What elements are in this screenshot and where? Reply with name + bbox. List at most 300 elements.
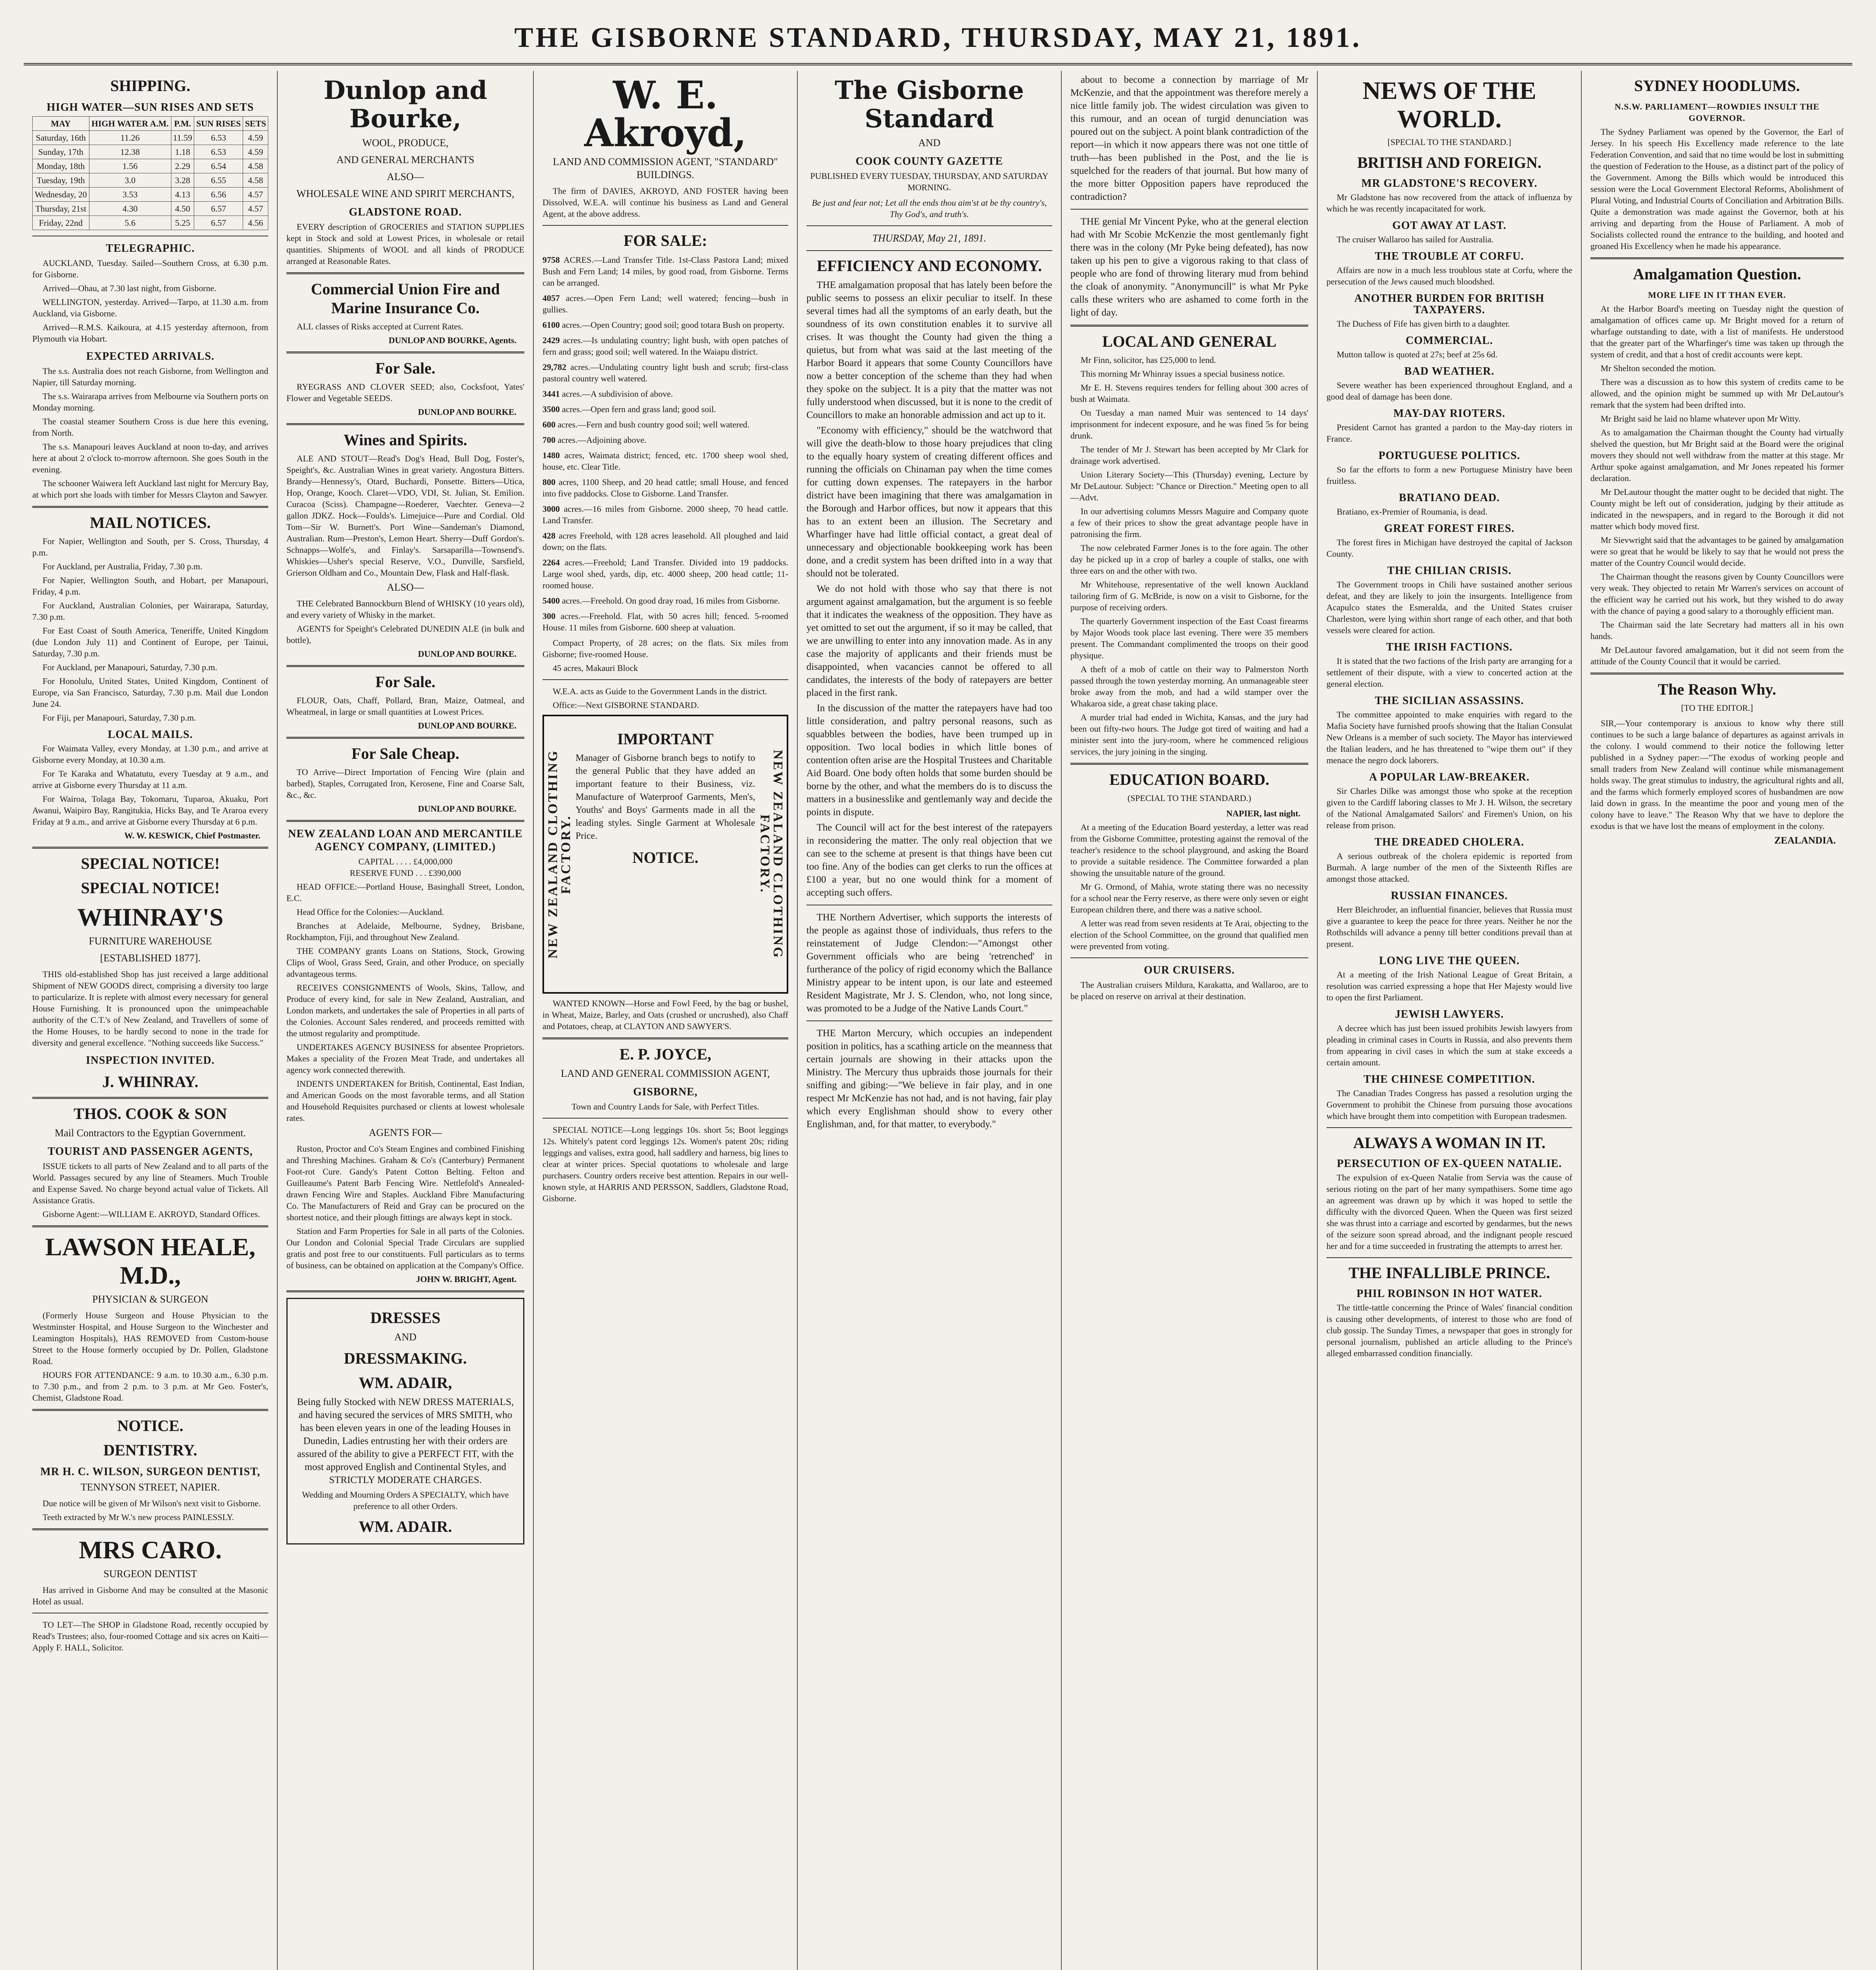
lawson-subtitle: PHYSICIAN & SURGEON [92, 1294, 208, 1305]
amalgamation-subheading: MORE LIFE IN IT THAN EVER. [1648, 290, 1786, 300]
nz-loan-colonies: Head Office for the Colonies:—Auckland. [297, 907, 444, 917]
table-cell: 3.53 [89, 188, 171, 202]
cruisers-item: The Australian cruisers Mildura, Karakatta, and Wallaroo, are to be placed on reserve on arrival at their destination. [1070, 980, 1308, 1001]
dentistry-heading: DENTISTRY. [103, 1441, 197, 1459]
news-of-the-world-heading: NEWS OF THE WORLD. [1362, 76, 1536, 133]
news-subheading: THE CHINESE COMPETITION. [1363, 1073, 1535, 1085]
table-row [33, 188, 268, 202]
news-subheading: ANOTHER BURDEN FOR BRITISH TAXPAYERS. [1354, 292, 1545, 316]
land-lot-description: acres.—Undulating country light bush and scrub; first-class pastoral country well watered. [542, 362, 789, 383]
nz-loan-title: NEW ZEALAND LOAN AND MERCANTILE AGENCY COMPANY, (LIMITED.) [288, 828, 523, 853]
masthead [24, 16, 1852, 65]
land-lot-acreage: 2264 [542, 558, 565, 567]
telegraphic-heading: TELEGRAPHIC. [106, 242, 195, 255]
for-sale-signature-1: DUNLOP AND BOURKE. [418, 407, 516, 417]
wines-heading: Wines and Spirits. [344, 431, 467, 449]
table-cell: 2.29 [171, 159, 194, 173]
local-item: In our advertising columns Messrs Maguire and Company quote a few of their prices to show the great advantage people have in patronising the firm. [1070, 506, 1308, 539]
news-subheading: COMMERCIAL. [1406, 335, 1493, 347]
news-item: It is stated that the two factions of the Irish party are arranging for a settlement of their dispute, with a view to concerted action at the general election. [1326, 656, 1572, 689]
land-lot-description: acres.—Is undulating country; light bush, with open patches of fern and grass; good soil; well watered. In the Waiapu district. [542, 335, 788, 357]
land-lot-acreage: 428 [542, 531, 559, 541]
table-row [33, 202, 268, 216]
amalgamation-paragraph: Mr Sievwright said that the advantages to be gained by amalgamation were so great that he would be likely to say that he would not press the matter of the Country Council would decide. [1590, 535, 1844, 568]
column-2 [278, 71, 534, 1970]
for-sale-body-2: FLOUR, Oats, Chaff, Pollard, Bran, Maize, Oatmeal, and Wheatmeal, in large or small quantities at Lowest Prices. [286, 695, 524, 717]
news-subheading: THE TROUBLE AT CORFU. [1374, 250, 1524, 262]
special-notice-2: SPECIAL NOTICE! [81, 879, 220, 897]
local-item: The tender of Mr J. Stewart has been accepted by Mr Clark for drainage work advertised. [1070, 444, 1308, 466]
land-lot [542, 595, 788, 606]
cook-title: THOS. COOK & SON [74, 1105, 227, 1123]
joyce-body: Town and Country Lands for Sale, with Perfect Titles. [571, 1102, 760, 1111]
land-lots-list [542, 254, 788, 633]
news-item: The committee appointed to make enquiries with regard to the Mafia Society have furnished proofs showing that the Italian Consulat New Orleans is a member of such society. The Mayor has interviewed the Italian leaders, and he has threatened to "wipe them out" if they menace the negro dock laborers. [1326, 710, 1572, 765]
table-cell: Tuesday, 19th [33, 173, 89, 188]
land-lot-description: acres.—A subdivision of above. [562, 389, 673, 399]
land-lot-description: ACRES.—Land Transfer Title. 1st-Class Pastora Land; mixed Bush and Fern Land; 14 miles, by good road, from Gisborne. Terms can be arranged. [542, 255, 789, 288]
arrival-item: The s.s. Australia does not reach Gisborne, from Wellington and Napier, till Saturday morning. [32, 366, 268, 387]
land-lot [542, 419, 788, 430]
table-cell: 4.13 [171, 188, 194, 202]
editorial-paragraph: THE genial Mr Vincent Pyke, who at the general election had with Mr Scobie McKenzie the most gentlemanly fight there was in the colony (Mr Pyke being defeated), has now taken up his pen to give a vigorous raking to that class of people who are fond of throwing literary mud from behind the cloak of anonymity. "Anonymuncill" is what Mr Pyke calls these writers who are ashamed to come forth in the light of day. [1070, 216, 1308, 318]
education-item: At a meeting of the Education Board yesterday, a letter was read from the Gisborne Committee, protesting against the removal of the teacher's residence to the school playground, and asking the Board to provide a suitable residence. The Committee forwarded a plan showing the unsuitable nature of the ground. [1070, 822, 1308, 878]
reason-why-heading: The Reason Why. [1658, 680, 1776, 698]
sydney-subheading: N.S.W. PARLIAMENT—ROWDIES INSULT THE GOVERNOR. [1614, 102, 1820, 123]
telegraphic-item: AUCKLAND, Tuesday. Sailed—Southern Cross, at 6.30 p.m. for Gisborne. [32, 258, 268, 279]
land-lot-description: acres.—Open Country; good soil; good totara Bush on property. [562, 320, 784, 330]
whinray-signature: J. WHINRAY. [102, 1073, 199, 1091]
amalgamation-paragraph: Mr Shelton seconded the motion. [1601, 363, 1716, 373]
table-cell: 4.57 [243, 188, 268, 202]
table-cell: 4.59 [243, 145, 268, 159]
news-subheading: PERSECUTION OF EX-QUEEN NATALIE. [1337, 1158, 1562, 1170]
editorial-date: THURSDAY, May 21, 1891. [872, 232, 986, 244]
news-item: The forest fires in Michigan have destroyed the capital of Jackson County. [1326, 537, 1572, 559]
news-subheading: GOT AWAY AT LAST. [1392, 219, 1506, 232]
nz-loan-capital: CAPITAL . . . . £4,000,000 [358, 857, 453, 866]
column-6 [1318, 71, 1582, 1970]
amalgamation-paragraph: Mr Bright said he laid no blame whatever upon Mr Witty. [1601, 414, 1801, 424]
land-lot [542, 335, 788, 357]
land-lot-acreage: 300 [542, 611, 561, 621]
table-row [33, 131, 268, 145]
news-special: [SPECIAL TO THE STANDARD.] [1387, 137, 1511, 147]
local-item: Mr Finn, solicitor, has £25,000 to lend. [1081, 355, 1216, 365]
land-lot-acreage: 6100 [542, 320, 562, 330]
land-lot-description: acres.—Freehold. Flat, with 50 acres hill; fenced. 5-roomed House. 11 miles from Gisborne. 600 sheep at valuation. [542, 611, 788, 632]
british-foreign-heading: BRITISH AND FOREIGN. [1357, 154, 1542, 171]
commercial-union-title: Commercial Union Fire and Marine Insurance Co. [311, 280, 500, 317]
table-cell: 12.38 [89, 145, 171, 159]
clothing-factory-advert [542, 715, 788, 994]
amalgamation-paragraph: Mr DeLautour favored amalgamation, but it did not seem from the attitude of the County Council that it would be carried. [1590, 645, 1844, 666]
land-lot-acreage: 3441 [542, 389, 562, 399]
for-sale-heading-1: For Sale. [375, 359, 436, 377]
dressmaking-heading: DRESSMAKING. [344, 1349, 467, 1367]
arrival-item: The s.s. Manapouri leaves Auckland at noon to-day, and arrives here at about 2 o'clock to-morrow afternoon. She goes South in the evening. [32, 442, 268, 474]
land-lot-description: acres, 1100 Sheep, and 20 head cattle; small House, and fenced into five paddocks. Close to Gisborne. Land Transfer. [542, 477, 789, 498]
table-cell: 6.55 [194, 173, 243, 188]
cook-body: ISSUE tickets to all parts of New Zealand and to all parts of the World. Passages secured by any line of Steamers. Much Trouble and Expense Saved. No charge beyond actual value of Tickets. All Assistance Gratis. [32, 1161, 268, 1205]
adair-name: WM. ADAIR, [358, 1374, 452, 1392]
editorial-paragraph: The Council will act for the best interest of the ratepayers in reconsidering the matter. The only real objection that we can see to the scheme at present is that things have been cut too fine. Any of the bodies can get clerks to run the offices at £100 a year, but no one would think for a moment of accepting such offers. [806, 822, 1052, 898]
land-lot [542, 557, 788, 591]
mail-item: For Fiji, per Manapouri, Saturday, 7.30 p.m. [43, 713, 196, 723]
government-lands-note: W.E.A. acts as Guide to the Government Lands in the district. [553, 686, 767, 696]
infallible-prince-heading: THE INFALLIBLE PRINCE. [1348, 1264, 1550, 1282]
table-cell: 6.53 [194, 131, 243, 145]
local-mails-heading: LOCAL MAILS. [108, 729, 193, 741]
editorial-continued: about to become a connection by marriage of Mr McKenzie, and that the appointment was therefore merely a nice little family job. The widest circulation was given to this rumour, and an ocean of turgid denunciation was poured out on the subject. A point blank contradiction of the report—in which it now appears there was not one tittle of truth—has been published in the Post, and the lie is squelched for the readers of that journal. But how many of the more bitter Opposition papers have reproduced the contradiction? [1070, 74, 1308, 202]
land-lot-description: acres.—Freehold. On good dray road, 16 miles from Gisborne. [562, 596, 780, 606]
table-cell: 3.0 [89, 173, 171, 188]
news-subheading: THE CHILIAN CRISIS. [1387, 565, 1512, 577]
for-sale-cheap-body: TO Arrive—Direct Importation of Fencing Wire (plain and barbed), Staples, Corrugated Iron, Kerosene, Fine and Coarse Salt, &c., &c. [286, 767, 524, 800]
cook-subtitle: Mail Contractors to the Egyptian Government. [54, 1127, 246, 1139]
amalgamation-paragraph: The Chairman thought the reasons given by County Councillors were very weak. They objected to retain Mr Warren's services on account of the efficient way he carried out his work, but they wished to do away with the chance of paying a good salary to a thoroughly efficient man. [1590, 572, 1844, 616]
always-a-woman-heading: ALWAYS A WOMAN IN IT. [1353, 1134, 1545, 1152]
land-lot [542, 450, 788, 472]
for-sale-signature-2: DUNLOP AND BOURKE. [418, 721, 516, 730]
local-item: A murder trial had ended in Wichita, Kansas, and the jury had been out fifty-two hours. The Judge got tired of waiting and had a minister sent into the jury-room, where he commenced religious services, the jury joining in the singing. [1070, 712, 1308, 756]
joyce-subtitle: LAND AND GENERAL COMMISSION AGENT, [561, 1068, 770, 1079]
table-cell: Sunday, 17th [33, 145, 89, 159]
joyce-address: GISBORNE, [633, 1086, 698, 1098]
table-cell: Wednesday, 20 [33, 188, 89, 202]
table-cell: 1.18 [171, 145, 194, 159]
postmaster-signature: W. W. KESWICK, Chief Postmaster. [124, 831, 260, 840]
for-sale-cheap-heading: For Sale Cheap. [351, 745, 459, 762]
dunlop-subtitle-2: AND GENERAL MERCHANTS [336, 154, 475, 165]
table-row [33, 145, 268, 159]
commercial-union-body: ALL classes of Risks accepted at Current Rates. [297, 322, 464, 331]
table-cell: 5.25 [171, 216, 194, 230]
whinray-title: WHINRAY'S [77, 903, 224, 931]
table-cell: 4.59 [243, 131, 268, 145]
wilson-name: MR H. C. WILSON, SURGEON DENTIST, [40, 1466, 260, 1478]
news-subheading: PHIL ROBINSON IN HOT WATER. [1356, 1288, 1542, 1300]
news-item: President Carnot has granted a pardon to the May-day rioters in France. [1326, 422, 1572, 444]
education-board-heading: EDUCATION BOARD. [1109, 771, 1269, 788]
news-item: Severe weather has been experienced throughout England, and a good deal of damage has been done. [1326, 380, 1572, 401]
news-item: A decree which has just been issued prohibits Jewish lawyers from pleading in criminal cases in Courts in Russia, and also prevents them from appearing in civil cases in which the sum at stake exceeds a certain amount. [1326, 1023, 1572, 1067]
education-board-special: (SPECIAL TO THE STANDARD.) [1127, 793, 1251, 803]
news-subheading: JEWISH LAWYERS. [1395, 1008, 1504, 1020]
editorial-subtitle: COOK COUNTY GAZETTE [855, 155, 1003, 167]
clothing-factory-body: Manager of Gisborne branch begs to notify to the general Public that they have added an important feature to their Business, viz. Manufacture of Waterproof Garments, Men's, Youths' and Boys' Garments made in all the leading styles. Single Garment at Wholesale Price. [576, 753, 755, 841]
amalgamation-paragraph: At the Harbor Board's meeting on Tuesday night the question of amalgamation of offices came up. Mr Bright moved for a return of wharfage outstanding to date, with a list of manifests. He understood that the greater part of the Wharfinger's time was taken up through the system of credit, and that a host of credit accounts were kept. [1590, 304, 1844, 359]
news-subheading: THE SICILIAN ASSASSINS. [1374, 695, 1524, 707]
wines-agents: AGENTS for Speight's Celebrated DUNEDIN ALE (in bulk and bottle), [286, 624, 524, 645]
cook-agent: Gisborne Agent:—WILLIAM E. AKROYD, Standard Offices. [43, 1209, 260, 1219]
special-notice-1: SPECIAL NOTICE! [81, 855, 220, 872]
dunlop-address: GLADSTONE ROAD. [349, 206, 462, 218]
news-subheading: A POPULAR LAW-BREAKER. [1369, 771, 1530, 783]
important-heading: IMPORTANT [617, 730, 714, 748]
mail-item: For Auckland, per Manapouri, Saturday, 7.30 p.m. [43, 662, 217, 672]
adair-body: Being fully Stocked with NEW DRESS MATERIALS, and having secured the services of MRS SMITH, who has been eleven years in one of the leading Houses in Dunedin, Ladies entrusting her with their orders are assured of the ability to give a PERFECT FIT, with the most approved English and Continental Styles, and STRICTLY MODERATE CHARGES. [297, 1397, 514, 1485]
table-cell: 4.58 [243, 173, 268, 188]
column-5 [1062, 71, 1318, 1970]
news-item: At a meeting of the Irish National League of Great Britain, a resolution was carried expressing a hope that Her Majesty would live to open the first Parliament. [1326, 970, 1572, 1002]
mail-item: For East Coast of South America, Teneriffe, United Kingdom (due London July 11) and Continent of Europe, per Tainui, Saturday, 7.30 p.m. [32, 626, 268, 658]
cruisers-heading: OUR CRUISERS. [1144, 964, 1235, 976]
local-item: Mr E. H. Stevens requires tenders for felling about 300 acres of bush at Waimata. [1070, 383, 1308, 404]
tide-table-header: SUN RISES [194, 117, 243, 131]
local-item: A theft of a mob of cattle on their way to Palmerston North passed through the town yesterday morning. An unmanageable steer broke away from the mob, and had a wild stamper over the Whakaroa side, a great chase taking place. [1070, 664, 1308, 708]
editorial-paragraph: "Economy with efficiency," should be the watchword that will give the death-blow to those hoary prejudices that cling to the equally hoary system of creating different offices and running the officials on Chinaman pay when the time comes for cutting down expenses. The ratepayers in the harbor district have been imagining that there was amalgamation in the Borough and Harbor offices, but now it appears that this has to an extent been an illusion. The Secretary and Wharfinger have had little official contact, a great deal of unnecessary and objectionable bookkeeping work has been done, and a credit system has been drifted into in a way that should not be tolerated. [806, 425, 1052, 579]
dunlop-body: EVERY description of GROCERIES and STATION SUPPLIES kept in Stock and sold at Lowest Prices, in wholesale or retail quantities. Shipments of WOOL and all kinds of PRODUCE arranged at Reasonable Rates. [286, 222, 524, 266]
news-item: Herr Bleichroder, an influential financier, believes that Russia must give a guarantee to keep the peace for three years. Neither he nor the Rothschilds will advance a penny till better conditions prevail than at present. [1326, 905, 1572, 949]
local-general-heading: LOCAL AND GENERAL [1102, 333, 1277, 350]
wanted-known: WANTED KNOWN—Horse and Fowl Feed, by the bag or bushel, in Wheat, Maize, Barley, and Oats (crushed or uncrushed), also Chaff and Potatoes, cheap, at CLAYTON AND SAWYER'S. [542, 998, 788, 1031]
akroyd-subtitle: LAND AND COMMISSION AGENT, "STANDARD" BUILDINGS. [553, 156, 778, 180]
news-subheading: BRATIANO DEAD. [1399, 492, 1500, 504]
shipping-heading: SHIPPING. [110, 77, 191, 95]
tide-table-title: HIGH WATER—SUN RISES AND SETS [46, 101, 254, 113]
adair-signature: WM. ADAIR. [358, 1518, 452, 1535]
news-item: So far the efforts to form a new Portuguese Ministry have been fruitless. [1326, 465, 1572, 486]
cook-tourist: TOURIST AND PASSENGER AGENTS, [48, 1145, 253, 1158]
mail-item: For Napier, Wellington South, and Hobart, per Manapouri, Friday, 4 p.m. [32, 575, 268, 597]
editorial-paragraph: We do not hold with those who say that there is not argument against amalgamation, but the argument is so feeble that it indicates the weakness of the opposition. They have as yet omitted to set out the argument, if so it may be called, that we are unwilling to enter into any innovation made. As in any case the majority of applicants and their friends must be disappointed, when vacancies cannot be offered to all candidates, the interests of the body of ratepayers are better placed in the first rank. [806, 584, 1052, 698]
editorial-and: AND [918, 137, 941, 149]
nz-loan-signature: JOHN W. BRIGHT, Agent. [416, 1274, 516, 1284]
land-lot-acreage: 1480 [542, 450, 565, 460]
nz-loan-loans: THE COMPANY grants Loans on Stations, Stock, Growing Clips of Wool, Grass Seed, Grain, and other Produce, on specially advantageous terms. [286, 946, 524, 979]
local-item: This morning Mr Whinray issues a special business notice. [1081, 369, 1285, 379]
table-cell: 3.28 [171, 173, 194, 188]
land-lot [542, 292, 788, 315]
land-lot [542, 434, 788, 446]
akroyd-title: W. E. Akroyd, [584, 73, 747, 155]
amalgamation-paragraph: Mr DeLautour thought the matter ought to be decided that night. The County might be left out of consideration, judging by their attitude as indicated in the newspapers, and in regard to the Borough it did not matter which body moved first. [1590, 487, 1844, 531]
nz-loan-agency: UNDERTAKES AGENCY BUSINESS for absentee Proprietors. Makes a speciality of the Frozen Meat Trade, and undertakes all agency work connected therewith. [286, 1042, 524, 1075]
land-lot-acreage: 3000 [542, 504, 564, 514]
news-subheading: PORTUGUESE POLITICS. [1378, 450, 1520, 462]
office-location: Office:—Next GISBORNE STANDARD. [553, 700, 699, 710]
telegraphic-item: Arrived—Ohau, at 7.30 last night, from Gisborne. [43, 283, 217, 293]
column-7 [1582, 71, 1852, 1970]
education-board-dateline: NAPIER, last night. [1226, 808, 1300, 818]
tide-table [32, 116, 268, 230]
land-lot-description: acres.—Open Fern Land; well watered; fencing—bush in gullies. [542, 293, 789, 314]
land-lot-acreage: 800 [542, 477, 559, 487]
news-item: Mr Gladstone has now recovered from the attack of influenza by which he was recently incapacitated for work. [1326, 192, 1572, 214]
newspaper-title: THE GISBORNE STANDARD, THURSDAY, MAY 21, 1891. [514, 22, 1362, 53]
table-cell: 4.30 [89, 202, 171, 216]
tide-table-header: P.M. [171, 117, 194, 131]
editorial-paragraph: THE Northern Advertiser, which supports the interests of the people as against those of individuals, thus refers to the reinstatement of Judge Clendon:—"Amongst other Government officials who are being 'retrenched' in furtherance of the policy of rigid economy which the Ballance Ministry appear to be intent upon, is our late and esteemed Resident Magistrate, Mr J. S. Clendon, who, not long since, was promoted to be a Judge of the Native Lands Court." [806, 912, 1052, 1014]
commercial-union-signature: DUNLOP AND BOURKE, Agents. [388, 335, 516, 345]
table-cell: 4.50 [171, 202, 194, 216]
for-sale-heading: FOR SALE: [623, 232, 708, 249]
lawson-body: (Formerly House Surgeon and House Physician to the Westminster Hospital, and House Surgeon to the Winchester and Leamington Hospitals), HAS REMOVED from Custom-house Street to the House formerly occupied by Dr. Pollen, Gladstone Road. [32, 1310, 268, 1366]
table-cell: Monday, 18th [33, 159, 89, 173]
table-cell: Friday, 22nd [33, 216, 89, 230]
land-lot-acreage: 29,782 [542, 362, 570, 372]
wilson-address: TENNYSON STREET, NAPIER. [80, 1481, 220, 1493]
table-cell: 6.53 [194, 145, 243, 159]
to-the-editor: [TO THE EDITOR.] [1681, 703, 1753, 713]
land-lot [542, 403, 788, 415]
nz-loan-agents-heading: AGENTS FOR— [369, 1127, 442, 1138]
education-item: Mr G. Ormond, of Mahia, wrote stating there was no necessity for a school near the Ferry reserve, as there were only seven or eight European children there, and there was a native school. [1070, 882, 1308, 914]
notice-heading: NOTICE. [117, 1417, 184, 1435]
editorial-paragraph: THE amalgamation proposal that has lately been before the public seems to possess an elixir peculiar to itself. In these several times had all the symptoms of an early death, but the soundness of its own constitution enables it to survive all crises. It was thought the County had given the thing a quietus, but from what was said at the last meeting of the Harbor Board it appears that some County Councillors have now a better conception of the scheme than they had when they spoke on the subject. It is a pity that the matter was not fully understood when discussed, but it is none to the credit of Councillors to make an honorable admission and act up to it. [806, 280, 1052, 420]
for-sale-heading-2: For Sale. [375, 673, 436, 691]
news-subheading: MAY-DAY RIOTERS. [1393, 407, 1506, 420]
wines-whisky: THE Celebrated Bannockburn Blend of WHISKY (10 years old), and every variety of Whisky in the market. [286, 598, 524, 620]
news-item: The expulsion of ex-Queen Natalie from Servia was the cause of serious rioting on the part of her many sympathisers. Some time ago an agreement was drawn up by which it was hoped to settle the difficulty with the divorced Queen. When the Queen was first seized she was thrust into a carriage and escorted by gendarmes, but the news of the seizure soon spread abroad, and the indignant people rescued her and for a time succeeded in frustrating the attempts to arrest her. [1326, 1173, 1572, 1251]
table-row [33, 159, 268, 173]
newspaper-page [24, 71, 1852, 1970]
dresses-and: AND [394, 1331, 417, 1343]
arrival-item: The coastal steamer Southern Cross is due here this evening, from North. [32, 416, 268, 438]
land-lot-description: acres, Waimata district; fenced, etc. 1700 sheep wool shed, house, etc. Clear Title. [542, 450, 789, 472]
local-item: Mr Whitehouse, representative of the well known Auckland tailoring firm of G. McBride, is now on a visit to Gisborne, for the purpose of receiving orders. [1070, 580, 1308, 612]
motto: Be just and fear not; Let all the ends thou aim'st at be thy country's, Thy God's, and truth's. [812, 198, 1047, 219]
inspection-invited: INSPECTION INVITED. [85, 1054, 215, 1067]
tide-table-header: HIGH WATER A.M. [89, 117, 171, 131]
mail-item: For Auckland, Australian Colonies, per Wairarapa, Saturday, 7.30 p.m. [32, 600, 268, 622]
whinray-established: [ESTABLISHED 1877]. [100, 952, 201, 964]
dresses-heading: DRESSES [370, 1309, 440, 1327]
land-lot [542, 503, 788, 526]
land-lot-acreage: 700 [542, 435, 558, 445]
publication-schedule: PUBLISHED EVERY TUESDAY, THURSDAY, AND SATURDAY MORNING. [810, 171, 1049, 192]
tide-table-header: SETS [243, 117, 268, 131]
amalgamation-heading: Amalgamation Question. [1633, 265, 1801, 283]
table-cell: 6.57 [194, 202, 243, 216]
news-item: A serious outbreak of the cholera epidemic is reported from Burmah. A large number of the men of the Sixteenth Rifles are amongst those attacked. [1326, 851, 1572, 884]
telegraphic-item: Arrived—R.M.S. Kaikoura, at 4.15 yesterday afternoon, from Plymouth via Hobart. [32, 322, 268, 344]
land-lot [542, 388, 788, 400]
land-lot-acreage: 4057 [542, 293, 566, 303]
reason-why-signature: ZEALANDIA. [1774, 835, 1836, 846]
akroyd-body: The firm of DAVIES, AKROYD, AND FOSTER having been Dissolved, W.E.A. will continue his business as Land and General Agent, at the above address. [542, 186, 788, 219]
local-item: The quarterly Government inspection of the East Coast firearms by Major Woods took place last evening. There were 35 members present. The Commandant complimented the troops on their good physique. [1070, 616, 1308, 660]
nz-loan-branches: Branches at Adelaide, Melbourne, Sydney, Brisbane, Rockhampton, Fiji, and throughout New Zealand. [286, 921, 524, 942]
table-cell: 4.58 [243, 159, 268, 173]
for-sale-body-1: RYEGRASS AND CLOVER SEED; also, Cocksfoot, Yates' Flower and Vegetable SEEDS. [286, 382, 524, 403]
joyce-title: E. P. JOYCE, [619, 1045, 711, 1063]
table-cell: Thursday, 21st [33, 202, 89, 216]
sydney-body: The Sydney Parliament was opened by the Governor, the Earl of Jersey. In his speech His Excellency made reference to the late Federation Convention, and said that no time would be lost in submitting the question of Federation to the House, as a distinct part of the policy of the Government. Among the Bills which would be introduced this session were the Local Government Electoral Reforms, Abolishment of Plural Voting, and Industrial Courts of Conciliation and Arbitration Bills. Quite a demonstration was made against the Governor, both at his arriving and departing from the House of Parliament. A mob of Socialists collected round the entrance to the building, and hooted and groaned His Excellency when he made his appearance. [1590, 127, 1844, 251]
news-item: The tittle-tattle concerning the Prince of Wales' financial condition is causing other developments, of interest to those who are fond of club gossip. The Sunday Times, a newspaper that goes in strongly for personal journalism, published an article alluding to the Prince's alleged embarrassed condition financially. [1326, 1303, 1572, 1358]
land-lot [542, 476, 788, 499]
mail-item: For Auckland, per Australia, Friday, 7.30 p.m. [43, 561, 202, 571]
news-subheading: LONG LIVE THE QUEEN. [1379, 955, 1520, 967]
adair-orders: Wedding and Mourning Orders A SPECIALTY, which have preference to all other Orders. [302, 1490, 509, 1511]
table-cell: 6.57 [194, 216, 243, 230]
lawson-hours: HOURS FOR ATTENDANCE: 9 a.m. to 10.30 a.m., 6.30 p.m. to 7.30 p.m., and from 2 p.m. to 3 p.m. at Mr Geo. Foster's, Chemist, Gladstone Road. [32, 1370, 268, 1403]
arrival-item: The s.s. Wairarapa arrives from Melbourne via Southern ports on Monday morning. [32, 391, 268, 413]
compact-property: Compact Property, of 28 acres; on the flats. Six miles from Gisborne; five-roomed House. [542, 638, 788, 659]
table-cell: 11.59 [171, 131, 194, 145]
news-subheading: BAD WEATHER. [1404, 365, 1495, 377]
table-cell: 11.26 [89, 131, 171, 145]
wines-list: ALE AND STOUT—Read's Dog's Head, Bull Dog, Foster's, Speight's, &c. Australian Wines in great variety. Angostura Bitters. Brandy—Hennessy's, Otard, Buchardi, Ponsette. Bitters—Utica, Hop, Orange, Kooch. Claret—VDO, VDI, St. Julian, St. Emilion. Curacoa (Sciss). Champagne—Roederer, Vaechter. Geneva—2 gallon JDKZ. Hock—Foulds's. Limejuice—Pure and Cordial. Old Tom—Sir W. Burnett's. Port Wine—Sandeman's Diamond, Australian. Rum—Preston's, Lemon Heart. Sherry—Duff Gordon's. Schnapps—Wolfe's, and Finlay's. Sarsaparilla—Townsend's. Whiskies—Usher's special Reserve, V.O., Dunville, Sarsfield, Grierson Oldham and Co., Mountain Dew, Flask and Half-flask. [286, 453, 524, 578]
amalgamation-paragraph: There was a discussion as to how this system of credits came to be allowed, and the opinion might be summed up with Mr DeLautour's remark that the system had been drifted into. [1590, 377, 1844, 410]
news-item: Sir Charles Dilke was amongst those who spoke at the reception given to the Cardiff laboring classes to Mr J. H. Wilson, the secretary of the National Amalgamated Sailors' and Firemen's Union, on his release from prison. [1326, 786, 1572, 830]
news-item: The Canadian Trades Congress has passed a resolution urging the Government to prohibit the Chinese from pursuing those avocations which have brought them into competition with European tradesmen. [1326, 1088, 1572, 1121]
table-cell: 5.6 [89, 216, 171, 230]
telegraphic-item: WELLINGTON, yesterday. Arrived—Tarpo, at 11.30 a.m. from Auckland, via Gisborne. [32, 297, 268, 318]
wines-also: ALSO— [387, 582, 424, 593]
local-mail-item: For Te Karaka and Whatatutu, every Tuesday at 9 a.m., and arrive at Gisborne every Thursday at 11 a.m. [32, 769, 268, 790]
local-item: The now celebrated Farmer Jones is to the fore again. The other day he picked up in a crop of barley a couple of stalks, one with three ears on and the other with two. [1070, 543, 1308, 576]
makauri-block: 45 acres, Makauri Block [553, 663, 638, 673]
land-lot-acreage: 5400 [542, 596, 562, 606]
land-lot [542, 361, 788, 384]
painless-note: Teeth extracted by Mr W.'s new process PAINLESSLY. [43, 1512, 234, 1522]
clothing-factory-left-label: NEW ZEALAND CLOTHING FACTORY. [546, 749, 573, 959]
nz-loan-head-office: HEAD OFFICE:—Portland House, Basinghall Street, London, E.C. [286, 882, 524, 903]
news-item: Affairs are now in a much less troublous state at Corfu, where the persecution of the Jews caused much bloodshed. [1326, 265, 1572, 286]
land-lot [542, 319, 788, 331]
mail-notices-heading: MAIL NOTICES. [90, 514, 211, 532]
table-row [33, 216, 268, 230]
tide-table-header: MAY [33, 117, 89, 131]
news-subheading: RUSSIAN FINANCES. [1391, 890, 1508, 902]
mail-item: For Honolulu, United States, United Kingdom, Continent of Europe, via San Francisco, Saturday, 7.30 p.m. Mail due London June 24. [32, 676, 268, 709]
table-cell: 4.57 [243, 202, 268, 216]
editorial-paragraph: THE Marton Mercury, which occupies an independent position in politics, has a scathing article on the meanness that certain journals are showing in their attacks upon the Ministry. The Mercury thus upbraids those journals for their sniffing and gibing:—"We believe in fair play, and in one respect Mr McKenzie has not had, and is not having, fair play which every Englishman should show to every other Englishman, and, for that matter, to everybody." [806, 1028, 1052, 1130]
saddlery-notice: SPECIAL NOTICE—Long leggings 10s. short 5s; Boot leggings 12s. Whitely's patent cord leggings 12s. Women's patent 20s; riding leggings and valises, extra good, hall saddlery and harness, big lines to clear at winter prices. Special quotations to wholesale and large purchasers. Country orders receive best attention. Repairs in our well-known style, at HARRIS AND PERSSON, Saddlers, Gladstone Road, Gisborne. [542, 1125, 788, 1203]
news-item: The cruiser Wallaroo has sailed for Australia. [1337, 234, 1493, 244]
land-lot-acreage: 9758 [542, 255, 564, 265]
news-subheading: THE IRISH FACTIONS. [1386, 641, 1513, 653]
land-lot-description: acres Freehold, with 128 acres leasehold. All ploughed and laid down; on the flats. [542, 531, 789, 552]
education-item: A letter was read from seven residents at Te Arai, objecting to the election of the School Committee, on the ground that qualified men were prevented from voting. [1070, 918, 1308, 951]
editorial-masthead: The Gisborne Standard [834, 76, 1024, 134]
column-3 [534, 71, 798, 1970]
land-lot [542, 254, 788, 288]
news-item: The Duchess of Fife has given birth to a daughter. [1337, 319, 1510, 329]
clothing-factory-right-label: NEW ZEALAND CLOTHING FACTORY. [758, 749, 785, 959]
column-1 [24, 71, 278, 1970]
local-item: Union Literary Society—This (Thursday) evening, Lecture by Mr DeLautour. Subject: "Chance or Direction." Meeting open to all—Advt. [1070, 470, 1308, 502]
land-lot-acreage: 600 [542, 420, 558, 429]
dunlop-subtitle-3: WHOLESALE WINE AND SPIRIT MERCHANTS, [296, 188, 515, 199]
lawson-title: LAWSON HEALE, M.D., [45, 1233, 256, 1289]
table-cell: 6.54 [194, 159, 243, 173]
editorial-heading: EFFICIENCY AND ECONOMY. [817, 257, 1042, 275]
news-subheading: GREAT FOREST FIRES. [1384, 522, 1515, 535]
nz-loan-reserve: RESERVE FUND . . . £390,000 [349, 868, 461, 878]
news-subheading: THE DREADED CHOLERA. [1374, 836, 1525, 848]
mail-item: For Napier, Wellington and South, per S. Cross, Thursday, 4 p.m. [32, 536, 268, 558]
caro-body: Has arrived in Gisborne And may be consulted at the Masonic Hotel as usual. [32, 1585, 268, 1606]
table-cell: Saturday, 16th [33, 131, 89, 145]
expected-arrivals-heading: EXPECTED ARRIVALS. [86, 350, 215, 362]
editorial-paragraph: In the discussion of the matter the ratepayers have had too little consideration, and paltry personal reasons, such as squabbles between the bodies, have been trumped up in opposition. Two local bodies in which little bones of contention often arise are the Hospital Trustees and Charitable Aid Board. One body often holds that some burden should be borne by the other, and what the members do is to discuss the matters in a businesslike and gentlemanly way and decide the points in dispute. [806, 703, 1052, 818]
caro-title: MRS CARO. [79, 1536, 222, 1564]
whinray-body: THIS old-established Shop has just received a large additional Shipment of NEW GOODS direct, comprising a diversity too large to particularize. It is replete with almost every necessary for general House Furnishing. It is pronounced upon the unimpeachable authority of the C.T.'s of New Zealand, and Travellers of some of the Home Houses, to be hardly second to none in the trade for diversity and general excellence. "Nothing succeeds like Success." [32, 969, 268, 1048]
adair-advert [286, 1298, 524, 1544]
local-mail-item: For Wairoa, Tolaga Bay, Tokomaru, Tuparoa, Akuaku, Port Awanui, Waipiro Bay, Rangitukia, Hicks Bay, and Te Araroa every Friday at 9 a.m., and arrive at Gisborne every Thursday at 6 p.m. [32, 794, 268, 827]
table-cell: 1.56 [89, 159, 171, 173]
dunlop-subtitle-1: WOOL, PRODUCE, [362, 137, 449, 149]
news-item: Bratiano, ex-Premier of Roumania, is dead. [1337, 507, 1488, 517]
dunlop-title: Dunlop and Bourke, [323, 76, 487, 134]
notice-heading: NOTICE. [632, 849, 698, 866]
whinray-subtitle: FURNITURE WAREHOUSE [89, 935, 212, 947]
amalgamation-paragraph: The Chairman said the late Secretary had matters all in his own hands. [1590, 620, 1844, 641]
wines-signature: DUNLOP AND BOURKE. [418, 649, 516, 659]
